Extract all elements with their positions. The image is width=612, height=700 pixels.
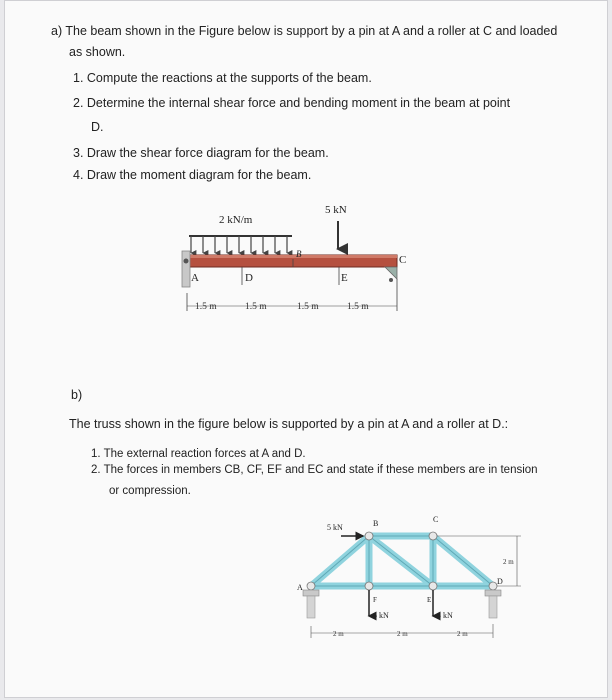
beam-dimensions (187, 279, 397, 312)
truss-load-top-label: 5 kN (327, 523, 343, 532)
node-d-label: D (497, 577, 503, 586)
truss-load-f-label: 6 kN (373, 611, 389, 620)
beam-dim-3: 1.5 m (297, 302, 319, 312)
part-a-question-3: 3. Draw the shear force diagram for the beam. (73, 146, 329, 160)
node-f-label: F (373, 596, 377, 604)
udl-label: 2 kN/m (219, 214, 253, 226)
part-a-question-4: 4. Draw the moment diagram for the beam. (73, 168, 312, 182)
roller-support-c (385, 267, 397, 282)
part-b-question-2-line2: or compression. (109, 485, 191, 497)
truss-dim-3: 2 m (457, 630, 468, 638)
truss-dim-1: 2 m (333, 630, 344, 638)
beam-dim-1: 1.5 m (195, 302, 217, 312)
part-b-intro: The truss shown in the figure below is supported by a pin at A and a roller at D.: (69, 417, 509, 431)
truss-horizontal-dimensions (311, 624, 493, 638)
part-a-question-1: 1. Compute the reactions at the supports of the beam. (73, 71, 372, 85)
truss-figure (289, 506, 529, 651)
part-a-question-2-line2: D. (91, 120, 104, 134)
node-c-label: C (433, 515, 439, 524)
beam-dim-4: 1.5 m (347, 302, 369, 312)
point-a-label: A (191, 272, 199, 284)
point-d-label: D (245, 272, 253, 284)
point-b-label: B (296, 249, 302, 259)
truss-members (311, 536, 493, 586)
point-load-label: 5 kN (325, 204, 347, 216)
part-b-question-2-line1: 2. The forces in members CB, CF, EF and EC and state if these members are in tension (91, 464, 538, 476)
part-b-label: b) (71, 388, 83, 402)
node-a-label: A (297, 583, 303, 592)
part-a-intro-line2: as shown. (69, 45, 126, 59)
beam-figure (173, 199, 413, 329)
beam-dim-2: 1.5 m (245, 302, 267, 312)
part-a-intro-line1: a) The beam shown in the Figure below is support by a pin at A and a roller at C and loaded (51, 24, 558, 38)
truss-dim-height: 2 m (503, 558, 514, 566)
point-e-label: E (341, 272, 348, 284)
worksheet-page (4, 0, 608, 698)
distributed-load (189, 235, 292, 253)
point-c-label: C (399, 254, 407, 266)
truss-roller-support-d (485, 590, 501, 618)
truss-pin-support-a (303, 590, 319, 618)
truss-dim-2: 2 m (397, 630, 408, 638)
part-a-question-2-line1: 2. Determine the internal shear force and bending moment in the beam at point (73, 96, 511, 110)
part-b-question-1: 1. The external reaction forces at A and D. (91, 448, 306, 460)
node-e-label: E (427, 596, 432, 604)
node-b-label: B (373, 519, 379, 528)
truss-load-e-label: 8 kN (437, 611, 453, 620)
pin-support-a (182, 251, 190, 287)
